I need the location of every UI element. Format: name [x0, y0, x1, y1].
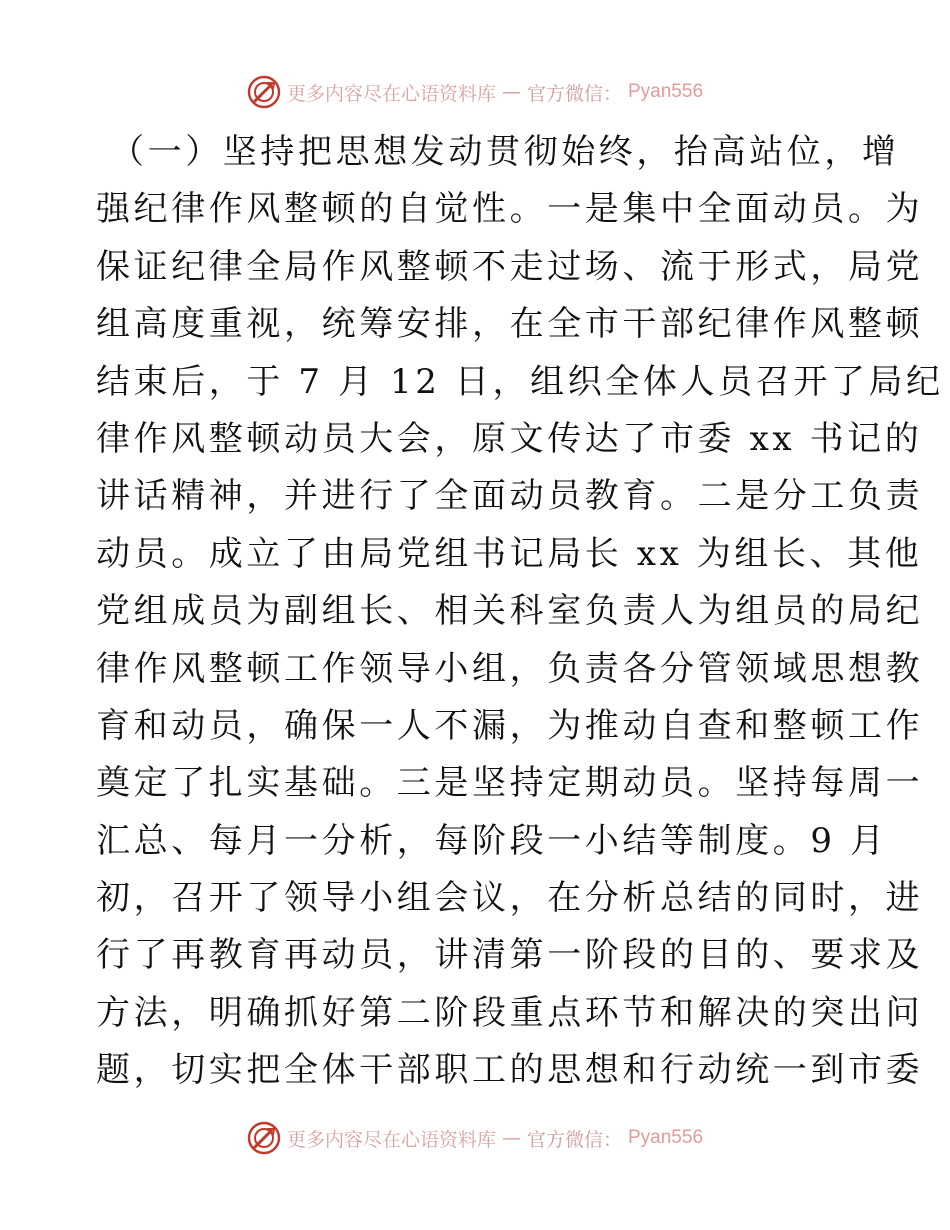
watermark-official-label: 官方微信：	[526, 82, 622, 105]
body-line: （一）坚持把思想发动贯彻始终，抬高站位，增	[110, 132, 900, 172]
watermark-text: 更多内容尽在心语资料库	[286, 82, 496, 105]
body-line: 题，切实把全体干部职工的思想和行动统一到市委	[96, 1050, 924, 1091]
brand-logo-icon	[247, 75, 281, 109]
body-line: 奠定了扎实基础。三是坚持定期动员。坚持每周一	[96, 763, 924, 804]
body-line: 育和动员，确保一人不漏，为推动自查和整顿工作	[96, 705, 924, 746]
body-line: 讲话精神，并进行了全面动员教育。二是分工负责	[96, 476, 924, 517]
watermark-dash: —	[501, 81, 521, 103]
watermark-text: 更多内容尽在心语资料库	[286, 1128, 496, 1151]
body-line: 组高度重视，统筹安排，在全市干部纪律作风整顿	[96, 304, 924, 345]
header-watermark	[0, 72, 950, 112]
body-line: 初，召开了领导小组会议，在分析总结的同时，进	[96, 878, 924, 919]
footer-watermark	[0, 1118, 950, 1158]
body-line: 律作风整顿工作领导小组，负责各分管领域思想教	[96, 648, 924, 689]
body-line: 党组成员为副组长、相关科室负责人为组员的局纪	[96, 591, 924, 632]
brand-logo-icon	[247, 1121, 281, 1155]
body-line: 结束后，于 7 月 12 日，组织全体人员召开了局纪	[96, 361, 944, 402]
body-line: 保证纪律全局作风整顿不走过场、流于形式，局党	[96, 246, 924, 287]
body-line: 强纪律作风整顿的自觉性。一是集中全面动员。为	[96, 189, 924, 230]
body-line: 行了再教育再动员，讲清第一阶段的目的、要求及	[96, 935, 924, 976]
watermark-wechat-id: Pyan556	[628, 81, 704, 102]
watermark-wechat-id: Pyan556	[628, 1127, 704, 1148]
document-body	[96, 124, 944, 1100]
body-line: 汇总、每月一分析，每阶段一小结等制度。9 月	[96, 820, 888, 861]
body-line: 律作风整顿动员大会，原文传达了市委 xx 书记的	[96, 418, 923, 459]
body-line: 方法，明确抓好第二阶段重点环节和解决的突出问	[96, 992, 924, 1033]
watermark-dash: —	[501, 1127, 521, 1149]
watermark-official-label: 官方微信：	[526, 1128, 622, 1151]
body-line: 动员。成立了由局党组书记局长 xx 为组长、其他	[96, 533, 923, 574]
